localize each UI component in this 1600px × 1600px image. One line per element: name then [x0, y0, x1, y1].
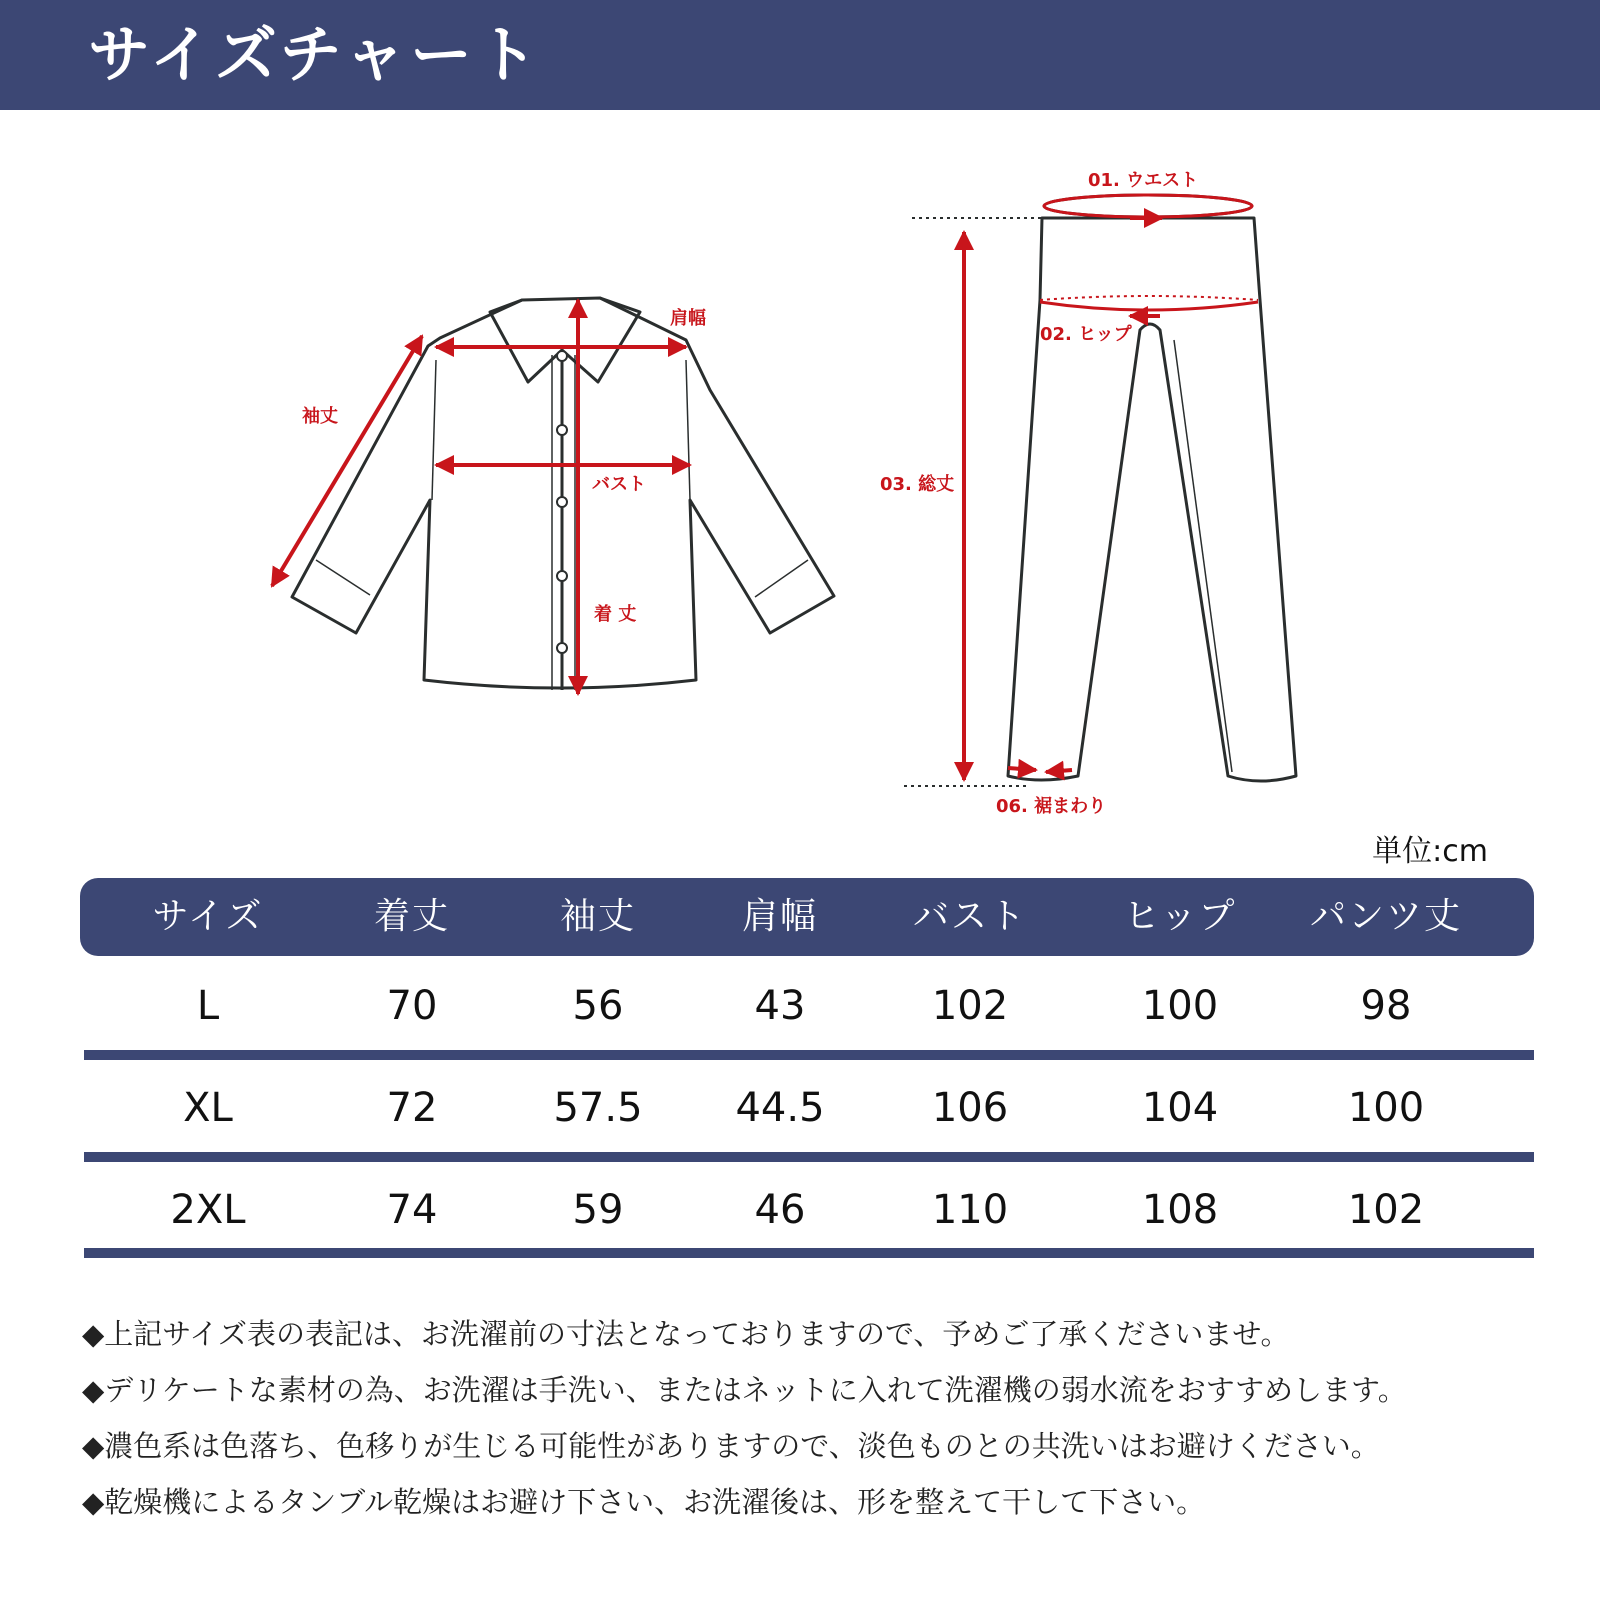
- cell-sleeve: 56: [572, 983, 624, 1029]
- note-item: ◆上記サイズ表の表記は、お洗濯前の寸法となっておりますので、予めご了承くださいませ。: [82, 1317, 1290, 1351]
- cell-length: 70: [386, 983, 438, 1029]
- cell-size: 2XL: [170, 1187, 246, 1233]
- cell-length: 74: [386, 1187, 438, 1233]
- label-bust: バスト: [592, 474, 646, 495]
- cell-sleeve: 57.5: [553, 1085, 643, 1131]
- row-divider: [84, 1050, 1534, 1060]
- label-length: 着 丈: [594, 604, 637, 625]
- cell-hip: 100: [1141, 983, 1219, 1029]
- cell-hip: 108: [1141, 1187, 1219, 1233]
- shirt-measure-arrows: [272, 300, 690, 694]
- label-shoulder: 肩幅: [670, 308, 706, 329]
- care-notes: [82, 1306, 1592, 1530]
- unit-label: 単位:cm: [1372, 834, 1488, 869]
- table-row: [84, 1062, 1534, 1154]
- header-banner: [0, 0, 1600, 110]
- cell-bust: 102: [931, 983, 1009, 1029]
- cell-pants-length: 102: [1347, 1187, 1425, 1233]
- row-divider: [84, 1152, 1534, 1162]
- cell-bust: 106: [931, 1085, 1009, 1131]
- header-shoulder: 肩幅: [741, 896, 818, 937]
- note-item: ◆デリケートな素材の為、お洗濯は手洗い、またはネットに入れて洗濯機の弱水流をおすすめします。: [82, 1373, 1407, 1407]
- pants-outline: [1008, 195, 1296, 781]
- header-hip: ヒップ: [1123, 896, 1237, 937]
- label-total-length: 03. 総丈: [880, 474, 955, 495]
- header-sleeve: 袖丈: [559, 896, 636, 937]
- label-waist: 01. ウエスト: [1088, 170, 1199, 191]
- cell-shoulder: 44.5: [735, 1085, 825, 1131]
- cell-pants-length: 100: [1347, 1085, 1425, 1131]
- cell-length: 72: [386, 1085, 438, 1131]
- row-divider: [84, 1248, 1534, 1258]
- label-hem: 06. 裾まわり: [996, 796, 1107, 817]
- label-sleeve: 袖丈: [302, 406, 338, 427]
- header-size: サイズ: [152, 896, 264, 937]
- table-row: [84, 1164, 1534, 1256]
- cell-size: L: [196, 983, 220, 1029]
- note-item: ◆乾燥機によるタンブル乾燥はお避け下さい、お洗濯後は、形を整えて干して下さい。: [82, 1485, 1206, 1519]
- cell-pants-length: 98: [1360, 983, 1412, 1029]
- guide-lines: [904, 218, 1044, 786]
- cell-size: XL: [183, 1085, 233, 1131]
- garment-diagram: [0, 110, 1600, 840]
- cell-sleeve: 59: [572, 1187, 624, 1233]
- size-table-header: [80, 878, 1534, 956]
- cell-shoulder: 46: [754, 1187, 806, 1233]
- cell-bust: 110: [931, 1187, 1009, 1233]
- header-bust: バスト: [912, 896, 1027, 937]
- label-hip: 02. ヒップ: [1040, 324, 1132, 345]
- cell-shoulder: 43: [754, 983, 806, 1029]
- page-title: サイズチャート: [88, 18, 542, 91]
- cell-hip: 104: [1141, 1085, 1219, 1131]
- note-item: ◆濃色系は色落ち、色移りが生じる可能性がありますので、淡色ものとの共洗いはお避けください。: [82, 1429, 1380, 1463]
- table-row: [84, 960, 1534, 1052]
- header-pants-length: パンツ丈: [1309, 896, 1462, 937]
- header-length: 着丈: [373, 896, 450, 937]
